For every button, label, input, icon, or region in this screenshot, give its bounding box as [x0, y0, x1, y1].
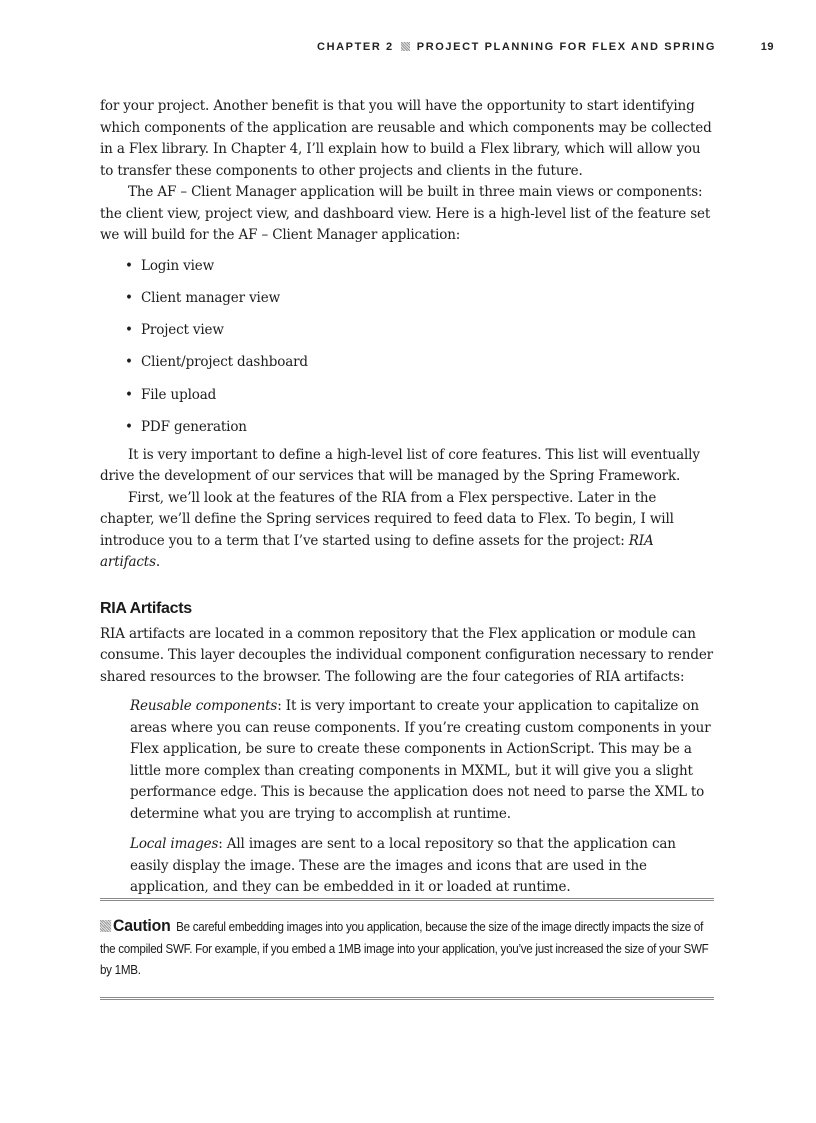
bullet-icon: •: [125, 257, 133, 274]
definition-term: Local images: [130, 836, 219, 853]
list-item-label: Login view: [141, 257, 215, 274]
feature-list: [100, 256, 714, 441]
bullet-icon: •: [125, 354, 133, 371]
list-item: [100, 256, 714, 288]
caution-text: Be careful embedding images into you application, because the size of the image directly impacts the size of the compiled SWF. For example, if you embed a 1MB image into your application, you’ve just increased the size of your SWF by 1MB.: [100, 920, 709, 977]
bullet-icon: •: [125, 418, 133, 435]
paragraph-text: First, we’ll look at the features of the RIA from a Flex perspective. Later in the chapter, we’ll define the Spring services required to feed data to Flex. To begin, I will introduce you to a term that I’ve started using to define assets for the project:: [100, 489, 674, 549]
paragraph-period: .: [155, 554, 161, 571]
term-ria-artifacts: RIA artifacts: [100, 532, 654, 571]
bullet-icon: •: [125, 386, 133, 403]
caution-label: Caution: [113, 916, 171, 935]
definition-body: : It is very important to create your application to capitalize on areas where you can reuse components. If you’re creating custom components in your Flex application, be sure to create these components in ActionScript. This may be a little more complex than creating components in MXML, but it will give you a slight performance edge. This is because the application does not need to parse the XML to determine what you are trying to accomplish at runtime.: [130, 698, 711, 822]
chapter-label: CHAPTER 2: [317, 41, 394, 53]
running-head: [100, 41, 774, 57]
list-item-label: Client/project dashboard: [141, 354, 308, 371]
definition-text: [130, 696, 714, 825]
definition-text: [130, 834, 714, 899]
caution-hatch-icon: [100, 920, 111, 932]
definition-body: : All images are sent to a local repository so that the application can easily display the image. These are the images and icons that are used in the application, and they can be embedded in it or loaded at runtime.: [130, 836, 676, 896]
caution-box: [100, 898, 714, 1000]
section-heading: RIA Artifacts: [100, 599, 192, 617]
definition-local-images: [130, 834, 714, 899]
list-item-label: PDF generation: [141, 418, 247, 435]
bullet-icon: •: [125, 289, 133, 306]
paragraph-views-intro: The AF – Client Manager application will be built in three main views or components: the client view, project view, and dashboard view. Here is a high-level list of the feature set we will build for the AF – Client Manager application:: [100, 184, 711, 243]
list-item: [100, 352, 714, 384]
list-item-label: Project view: [141, 322, 224, 339]
caution-content: [100, 915, 714, 982]
list-item: [100, 320, 714, 352]
paragraph-continuation: for your project. Another benefit is that you will have the opportunity to start identifying which components of the application are reusable and which components may be collected in a Flex library. In Chapter 4, I’ll explain how to build a Flex library, which will allow you to transfer these components to other projects and clients in the future.: [100, 98, 712, 179]
running-head-chapter: [317, 41, 716, 53]
definition-reusable-components: [130, 696, 714, 825]
list-item-label: Client manager view: [141, 289, 280, 306]
paragraph-core-features: It is very important to define a high-level list of core features. This list will eventually drive the development of our services that will be managed by the Spring Framework.: [100, 446, 700, 485]
list-item: [100, 288, 714, 320]
separator-square-icon: [401, 42, 410, 51]
page-number: 19: [760, 41, 774, 53]
definition-term: Reusable components: [130, 698, 278, 715]
list-item-label: File upload: [141, 386, 217, 403]
list-item: [100, 385, 714, 417]
body-text: [100, 96, 714, 899]
section-intro: RIA artifacts are located in a common repository that the Flex application or module can consume. This layer decouples the individual component configuration necessary to render shared resources to the browser. The following are the four categories of RIA artifacts:: [100, 625, 713, 685]
bullet-icon: •: [125, 322, 133, 339]
chapter-title: PROJECT PLANNING FOR FLEX AND SPRING: [416, 41, 716, 53]
paragraph-ria-perspective: [100, 488, 714, 574]
list-item: [100, 417, 714, 441]
